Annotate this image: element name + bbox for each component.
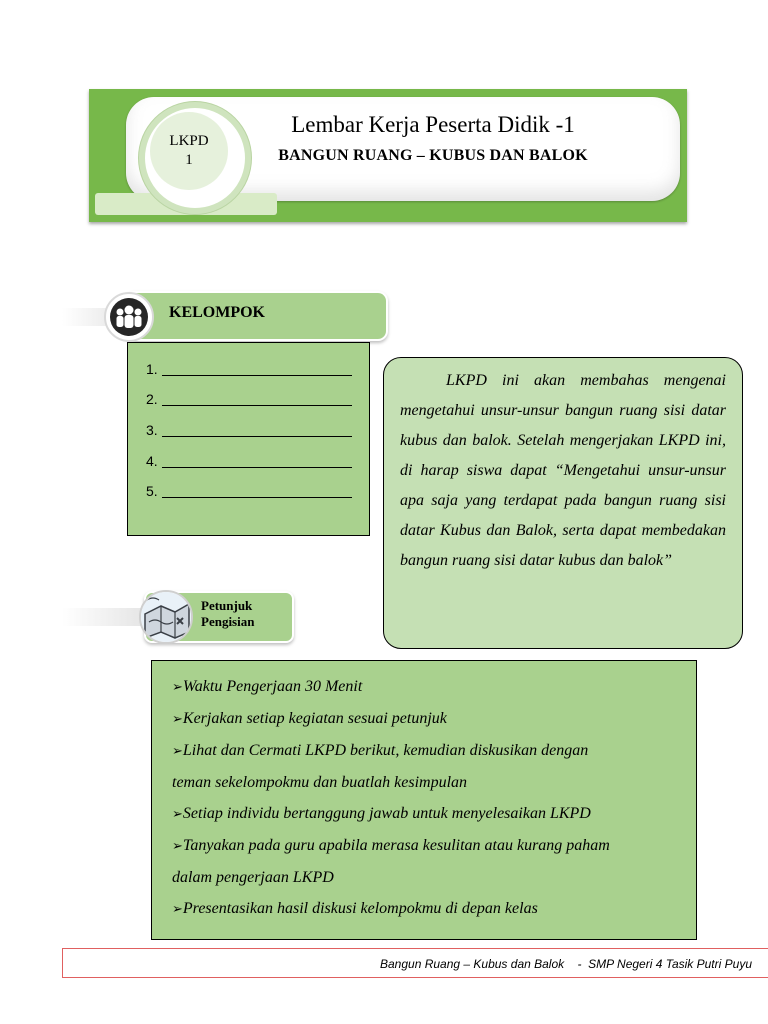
group-people-icon — [104, 292, 154, 342]
petunjuk-label-line2: Pengisian — [201, 614, 255, 629]
member-blank-line[interactable] — [162, 361, 352, 376]
petunjuk-item-text: Kerjakan setiap kegiatan sesuai petunjuk — [182, 710, 447, 727]
page-subtitle: BANGUN RUANG – KUBUS DAN BALOK — [278, 147, 588, 164]
petunjuk-item-continuation: teman sekelompokmu dan buatlah kesimpulan — [172, 774, 468, 791]
arrow-bullet-icon: ➢ — [172, 807, 183, 822]
lkpd-badge-label: LKPD — [169, 133, 209, 149]
map-icon — [139, 590, 193, 644]
petunjuk-item — [172, 830, 696, 862]
member-blank-line[interactable] — [162, 453, 352, 468]
member-row[interactable] — [146, 422, 352, 438]
member-blank-line[interactable] — [162, 422, 352, 437]
member-number: 1. — [146, 361, 158, 377]
member-blank-line[interactable] — [162, 483, 352, 498]
petunjuk-item — [172, 798, 696, 830]
petunjuk-item — [172, 893, 696, 925]
kelompok-label: KELOMPOK — [169, 304, 265, 321]
petunjuk-item — [172, 703, 696, 735]
arrow-bullet-icon: ➢ — [172, 712, 183, 727]
member-number: 5. — [146, 483, 158, 499]
arrow-bullet-icon: ➢ — [172, 744, 183, 759]
petunjuk-item — [172, 671, 696, 703]
member-row[interactable] — [146, 453, 352, 469]
member-number: 3. — [146, 422, 158, 438]
member-row[interactable] — [146, 361, 352, 377]
member-blank-line[interactable] — [162, 391, 352, 406]
petunjuk-item-text: Setiap individu bertanggung jawab untuk menyelesaikan LKPD — [182, 805, 591, 822]
member-row[interactable] — [146, 483, 352, 499]
member-number: 4. — [146, 453, 158, 469]
arrow-bullet-icon: ➢ — [172, 902, 183, 917]
page-title: Lembar Kerja Peserta Didik -1 — [291, 112, 575, 137]
petunjuk-item-text: Tanyakan pada guru apabila merasa kesulitan atau kurang paham — [182, 837, 610, 854]
petunjuk-item-text: Lihat dan Cermati LKPD berikut, kemudian diskusikan dengan — [182, 742, 589, 759]
petunjuk-label — [201, 598, 254, 630]
page-footer — [62, 948, 768, 978]
lkpd-description: LKPD ini akan membahas mengenai mengetahui unsur-unsur bangun ruang sisi datar kubus dan balok. Setelah mengerjakan LKPD ini, di harap siswa dapat “Mengetahui unsur-unsur apa saja yang terdapat pada bangun ruang sisi datar Kubus dan Balok, serta dapat membedakan bangun ruang sisi datar kubus dan balok” — [400, 372, 726, 569]
member-row[interactable] — [146, 391, 352, 407]
lkpd-badge — [150, 112, 228, 190]
petunjuk-label-line1: Petunjuk — [201, 598, 253, 613]
petunjuk-item — [172, 735, 696, 767]
lkpd-badge-number: 1 — [185, 152, 193, 168]
petunjuk-item-text: Presentasikan hasil diskusi kelompokmu di depan kelas — [182, 900, 538, 917]
arrow-bullet-icon: ➢ — [172, 839, 183, 854]
member-number: 2. — [146, 391, 158, 407]
petunjuk-list — [151, 660, 697, 940]
footer-text: Bangun Ruang – Kubus dan Balok - SMP Negeri 4 Tasik Putri Puyu — [380, 957, 752, 971]
arrow-bullet-icon: ➢ — [172, 680, 183, 695]
petunjuk-item-continuation: dalam pengerjaan LKPD — [172, 869, 334, 886]
petunjuk-item-text: Waktu Pengerjaan 30 Menit — [182, 678, 363, 695]
lkpd-description-box — [383, 357, 743, 649]
